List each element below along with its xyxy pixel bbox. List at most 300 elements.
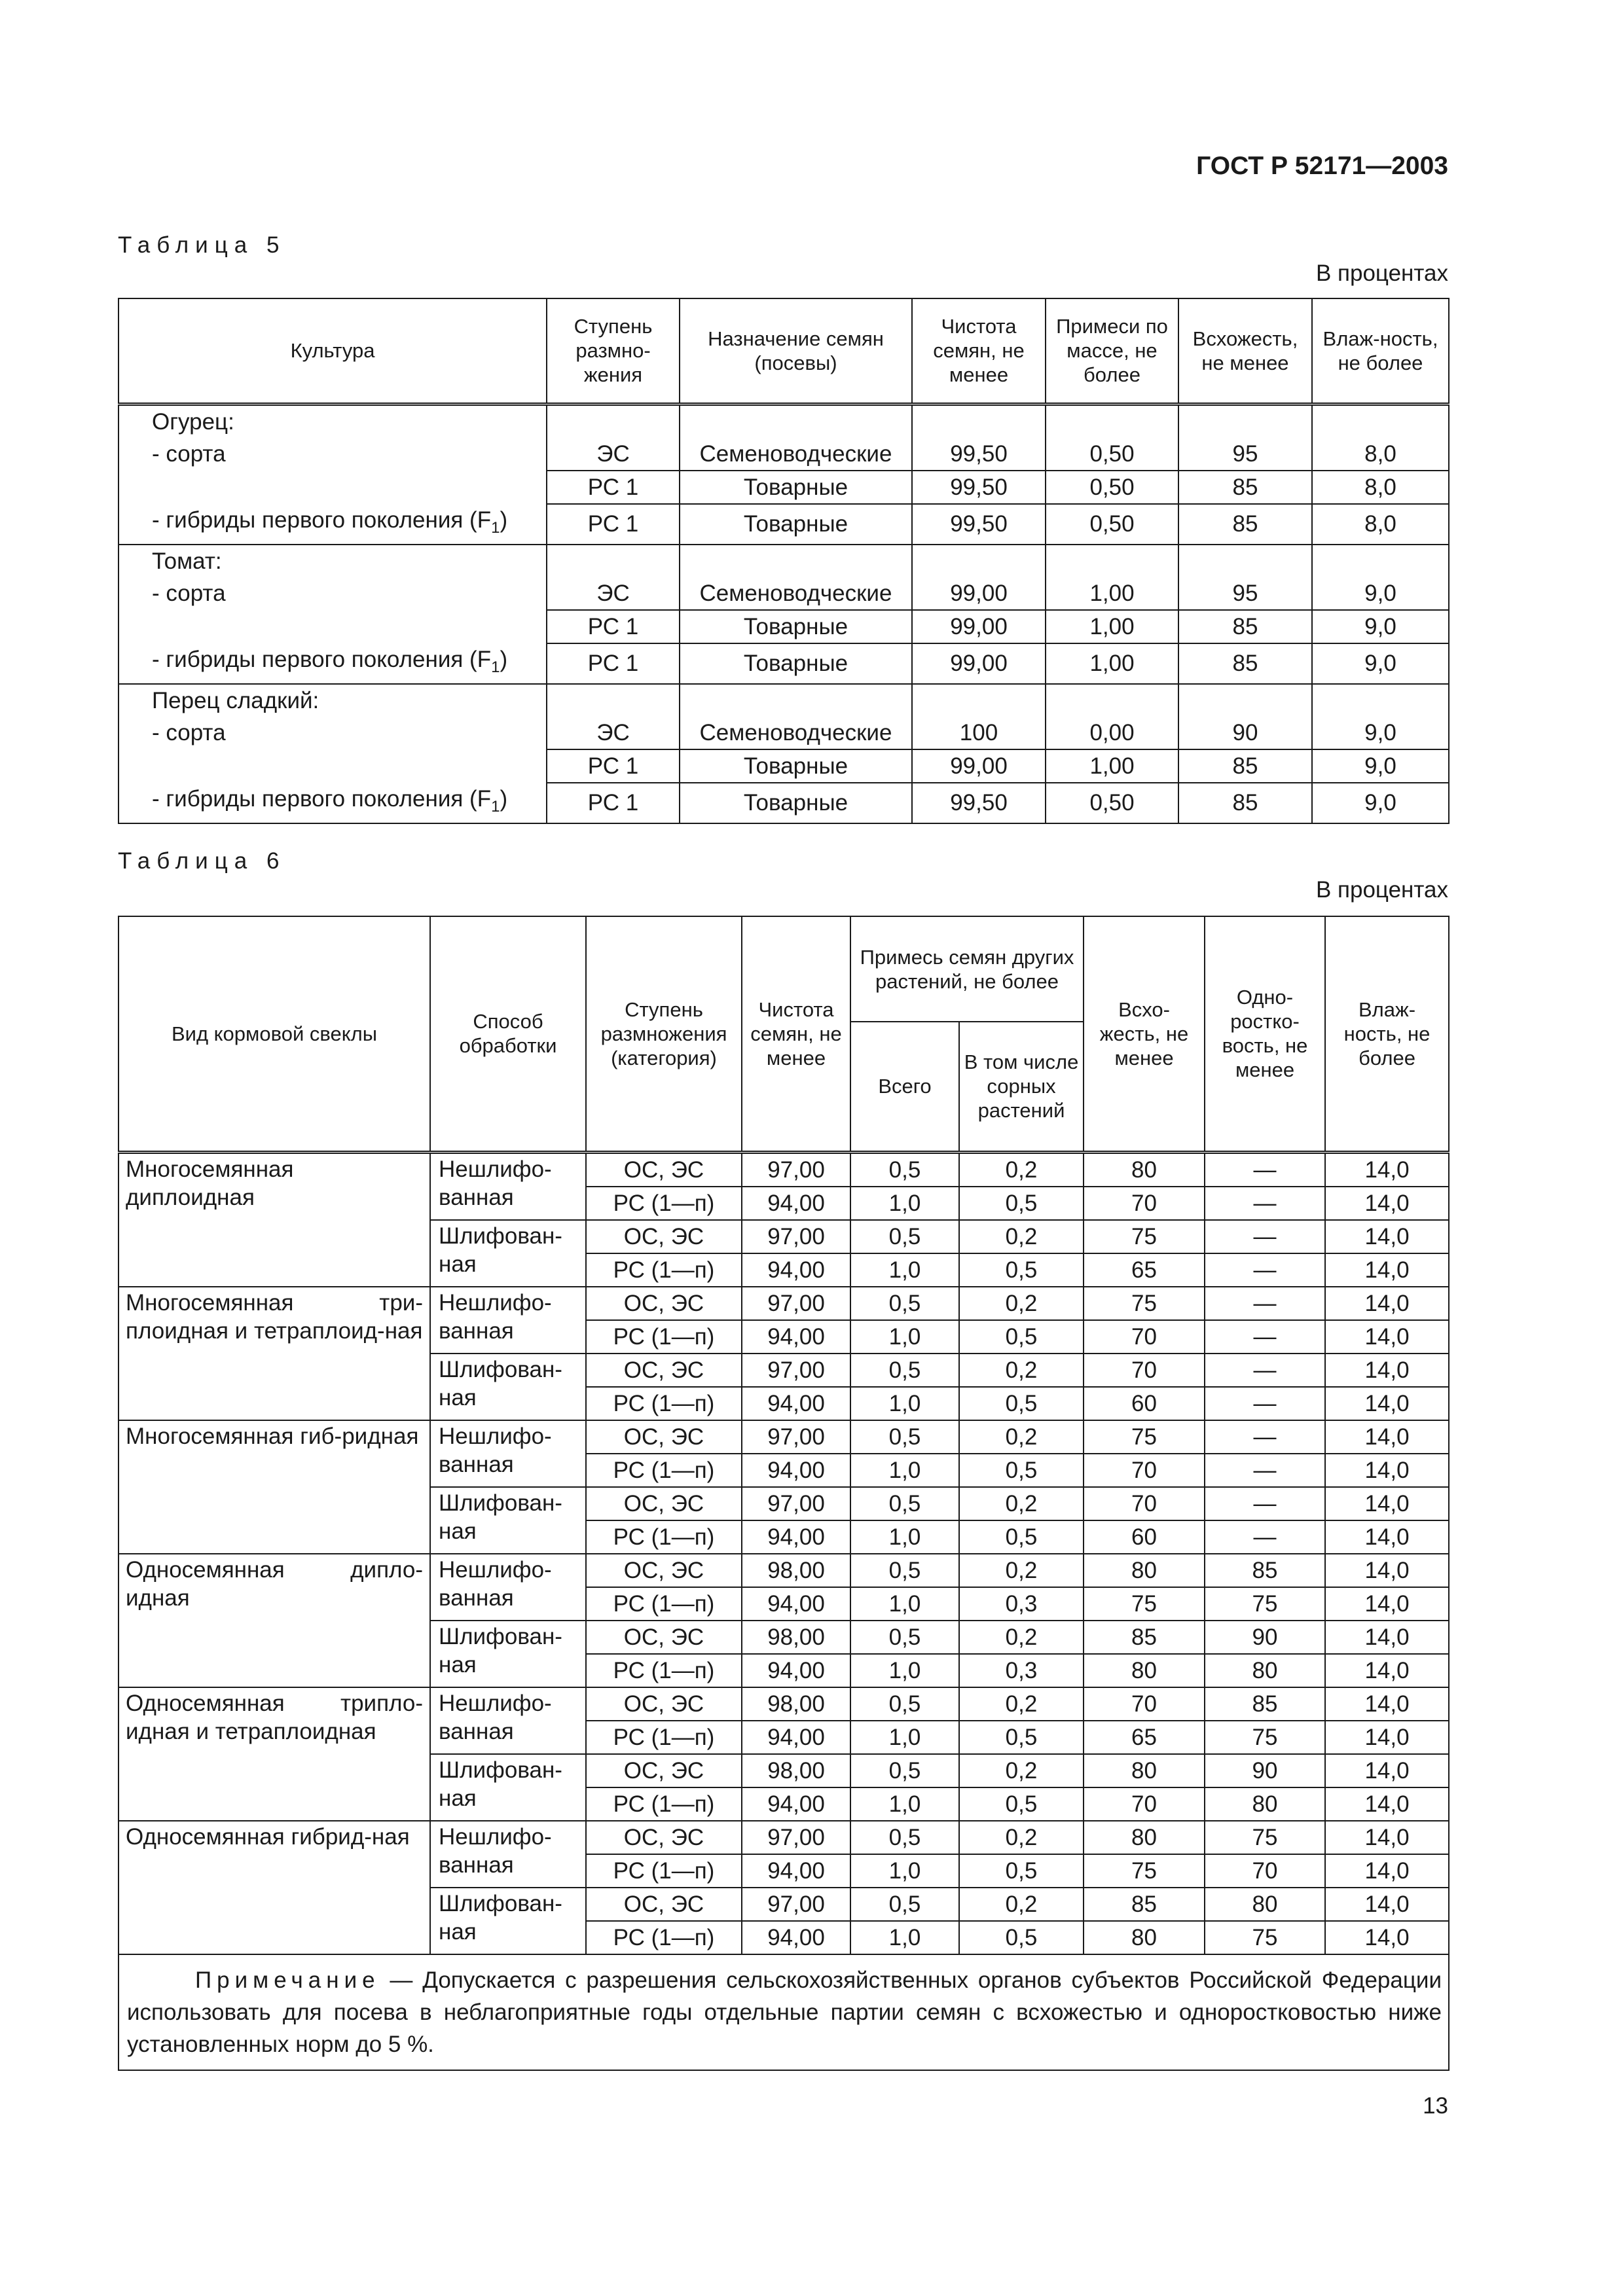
table6-cell: 14,0: [1325, 1253, 1449, 1287]
cell-stage: РС 1: [547, 749, 680, 783]
processing-method: Шлифован-ная: [430, 1621, 586, 1687]
table-row: [119, 504, 1449, 545]
cell-purpose: Товарные: [680, 783, 912, 823]
table6-cell: 0,5: [959, 1787, 1084, 1821]
table6-cell: 14,0: [1325, 1821, 1449, 1854]
table6-cell: 14,0: [1325, 1220, 1449, 1253]
table-row: [119, 643, 1449, 684]
table6-cell: 0,5: [850, 1621, 959, 1654]
table6-cell: ОС, ЭС: [586, 1287, 742, 1320]
table-row: [119, 1687, 1449, 1721]
table6-cell: 0,5: [959, 1921, 1084, 1954]
empty-cell: [1178, 545, 1312, 577]
table6-cell: 14,0: [1325, 1420, 1449, 1454]
table6-cell: —: [1205, 1287, 1325, 1320]
table6-cell: 0,5: [959, 1187, 1084, 1220]
table6-cell: 75: [1205, 1921, 1325, 1954]
table6-cell: 97,00: [742, 1354, 850, 1387]
table-row: [119, 1420, 1449, 1454]
row-label: [119, 577, 547, 610]
table6-cell: 1,0: [850, 1253, 959, 1287]
table6-cell: 0,5: [959, 1253, 1084, 1287]
cell-germination: 90: [1178, 717, 1312, 749]
table6-cell: 80: [1084, 1821, 1205, 1854]
beet-type: Односемянная гибрид-ная: [119, 1821, 430, 1954]
table6-cell: 0,5: [850, 1152, 959, 1187]
cell-purpose: Семеноводческие: [680, 717, 912, 749]
table5-caption: Таблица 5: [118, 232, 286, 258]
crop-name: Огурец:: [119, 404, 547, 438]
table6-cell: 14,0: [1325, 1654, 1449, 1687]
table6-cell: 75: [1084, 1220, 1205, 1253]
cell-moisture: 8,0: [1312, 471, 1449, 504]
table6-cell: 1,0: [850, 1654, 959, 1687]
table-row: [119, 1287, 1449, 1320]
table6-cell: 0,5: [959, 1854, 1084, 1888]
table6-cell: 0,5: [959, 1320, 1084, 1354]
table6-cell: 0,2: [959, 1152, 1084, 1187]
beet-type: Многосемянная гиб-ридная: [119, 1420, 430, 1554]
table6-cell: —: [1205, 1187, 1325, 1220]
empty-cell: [1312, 404, 1449, 438]
beet-type: Многосемянная три-плоидная и тетраплоид-ная: [119, 1287, 430, 1420]
table-row: [119, 577, 1449, 610]
beet-type: Односемянная дипло-идная: [119, 1554, 430, 1687]
table6-cell: 1,0: [850, 1587, 959, 1621]
table6-cell: РС (1—п): [586, 1253, 742, 1287]
table5-header-cell: Чистота семян, не менее: [912, 298, 1046, 404]
table6-cell: 94,00: [742, 1253, 850, 1287]
table6-cell: —: [1205, 1487, 1325, 1520]
cell-impurity: 1,00: [1046, 610, 1178, 643]
table6-cell: 14,0: [1325, 1354, 1449, 1387]
table6-cell: —: [1205, 1454, 1325, 1487]
table6-cell: 0,3: [959, 1654, 1084, 1687]
row-label: [119, 471, 547, 504]
table6: [118, 916, 1450, 2071]
table6-cell: РС (1—п): [586, 1187, 742, 1220]
table6-cell: 0,2: [959, 1354, 1084, 1387]
row-label: [119, 504, 547, 545]
table-row: [119, 438, 1449, 471]
table-row: [119, 1821, 1449, 1854]
table6-note: [119, 1954, 1449, 2070]
table6-header-cell: Влаж-ность, не более: [1325, 916, 1449, 1152]
table6-header-cell: Всего: [850, 1022, 959, 1152]
table6-cell: 97,00: [742, 1420, 850, 1454]
row-label-text: - сорта: [152, 441, 226, 467]
table6-cell: —: [1205, 1354, 1325, 1387]
cell-moisture: 9,0: [1312, 577, 1449, 610]
cell-germination: 85: [1178, 643, 1312, 684]
table6-cell: 14,0: [1325, 1520, 1449, 1554]
cell-moisture: 9,0: [1312, 749, 1449, 783]
table6-cell: 94,00: [742, 1921, 850, 1954]
table6-cell: ОС, ЭС: [586, 1888, 742, 1921]
row-label-text: - гибриды первого поколения (F: [152, 785, 492, 812]
empty-cell: [1046, 545, 1178, 577]
table6-cell: 0,5: [959, 1520, 1084, 1554]
table6-cell: 60: [1084, 1520, 1205, 1554]
row-label: [119, 717, 547, 749]
table6-cell: 94,00: [742, 1454, 850, 1487]
table6-cell: 0,5: [850, 1287, 959, 1320]
cell-impurity: 0,50: [1046, 438, 1178, 471]
table6-cell: РС (1—п): [586, 1854, 742, 1888]
table6-cell: 14,0: [1325, 1621, 1449, 1654]
row-label-subscript: 1: [491, 518, 500, 537]
cell-stage: РС 1: [547, 610, 680, 643]
table6-cell: 0,5: [850, 1554, 959, 1587]
table6-cell: 1,0: [850, 1721, 959, 1754]
table5: [118, 298, 1450, 824]
table6-cell: 90: [1205, 1754, 1325, 1787]
table6-cell: 0,2: [959, 1487, 1084, 1520]
table6-cell: 0,2: [959, 1687, 1084, 1721]
cell-stage: ЭС: [547, 717, 680, 749]
table6-cell: 70: [1084, 1187, 1205, 1220]
table6-cell: 70: [1084, 1787, 1205, 1821]
table5-header-cell: Ступень размно-жения: [547, 298, 680, 404]
table-row: [119, 1152, 1449, 1187]
row-label-close: ): [500, 646, 508, 672]
table5-group-row: [119, 404, 1449, 438]
table-row: [119, 471, 1449, 504]
table6-cell: 75: [1205, 1587, 1325, 1621]
table6-cell: 1,0: [850, 1787, 959, 1821]
table6-cell: 85: [1205, 1687, 1325, 1721]
table6-cell: 70: [1084, 1354, 1205, 1387]
empty-cell: [912, 404, 1046, 438]
row-label: [119, 643, 547, 684]
table6-cell: 75: [1084, 1587, 1205, 1621]
cell-purity: 99,00: [912, 610, 1046, 643]
table6-cell: 0,3: [959, 1587, 1084, 1621]
cell-germination: 95: [1178, 438, 1312, 471]
empty-cell: [1178, 684, 1312, 717]
empty-cell: [547, 404, 680, 438]
table6-cell: РС (1—п): [586, 1721, 742, 1754]
table6-header-cell: В том числе сорных растений: [959, 1022, 1084, 1152]
cell-purity: 100: [912, 717, 1046, 749]
table6-cell: ОС, ЭС: [586, 1354, 742, 1387]
processing-method: Шлифован-ная: [430, 1888, 586, 1954]
cell-purity: 99,00: [912, 749, 1046, 783]
processing-method: Шлифован-ная: [430, 1754, 586, 1821]
table6-cell: —: [1205, 1152, 1325, 1187]
table6-cell: ОС, ЭС: [586, 1487, 742, 1520]
table5-header-cell: Всхожесть, не менее: [1178, 298, 1312, 404]
row-label: [119, 783, 547, 823]
cell-germination: 95: [1178, 577, 1312, 610]
table6-cell: 0,2: [959, 1420, 1084, 1454]
table6-cell: 0,2: [959, 1554, 1084, 1587]
table6-cell: 80: [1084, 1152, 1205, 1187]
empty-cell: [912, 545, 1046, 577]
cell-impurity: 1,00: [1046, 577, 1178, 610]
table6-cell: РС (1—п): [586, 1921, 742, 1954]
table5-header-cell: Культура: [119, 298, 547, 404]
table6-cell: ОС, ЭС: [586, 1220, 742, 1253]
table6-cell: 0,5: [850, 1754, 959, 1787]
cell-purity: 99,00: [912, 643, 1046, 684]
table6-cell: 0,5: [850, 1888, 959, 1921]
table6-cell: 1,0: [850, 1387, 959, 1420]
table6-cell: 1,0: [850, 1320, 959, 1354]
table5-header-cell: Влаж-ность, не более: [1312, 298, 1449, 404]
table5-group-row: [119, 684, 1449, 717]
table6-header-cell: Ступень размножения (категория): [586, 916, 742, 1152]
table6-cell: РС (1—п): [586, 1587, 742, 1621]
table6-cell: 80: [1084, 1754, 1205, 1787]
table6-cell: РС (1—п): [586, 1654, 742, 1687]
cell-purity: 99,00: [912, 577, 1046, 610]
table-row: [119, 717, 1449, 749]
empty-cell: [547, 545, 680, 577]
table6-cell: 0,5: [850, 1487, 959, 1520]
table6-cell: 80: [1205, 1787, 1325, 1821]
table6-cell: 0,5: [850, 1420, 959, 1454]
table6-cell: 1,0: [850, 1187, 959, 1220]
table6-cell: 94,00: [742, 1320, 850, 1354]
cell-moisture: 9,0: [1312, 717, 1449, 749]
table6-cell: ОС, ЭС: [586, 1687, 742, 1721]
table6-cell: 94,00: [742, 1654, 850, 1687]
cell-germination: 85: [1178, 471, 1312, 504]
table-row: [119, 749, 1449, 783]
cell-purpose: Товарные: [680, 749, 912, 783]
table6-cell: 1,0: [850, 1854, 959, 1888]
row-label-text: - гибриды первого поколения (F: [152, 646, 492, 672]
table6-header-cell: Способ обработки: [430, 916, 586, 1152]
table6-cell: 14,0: [1325, 1554, 1449, 1587]
row-label: [119, 438, 547, 471]
table6-cell: 75: [1084, 1287, 1205, 1320]
row-label: [119, 610, 547, 643]
table6-cell: 14,0: [1325, 1854, 1449, 1888]
table6-cell: 14,0: [1325, 1454, 1449, 1487]
table5-header-cell: Примеси по массе, не более: [1046, 298, 1178, 404]
row-label-close: ): [500, 507, 508, 533]
table6-cell: 14,0: [1325, 1287, 1449, 1320]
table6-cell: 98,00: [742, 1754, 850, 1787]
table6-cell: 97,00: [742, 1287, 850, 1320]
table6-cell: ОС, ЭС: [586, 1152, 742, 1187]
table6-cell: 90: [1205, 1621, 1325, 1654]
table5-header-cell: Назначение семян (посевы): [680, 298, 912, 404]
table6-cell: 0,2: [959, 1888, 1084, 1921]
table6-cell: ОС, ЭС: [586, 1554, 742, 1587]
table6-cell: 14,0: [1325, 1721, 1449, 1754]
table5-group-row: [119, 545, 1449, 577]
table5-units: В процентах: [1315, 260, 1448, 286]
table6-cell: 75: [1084, 1420, 1205, 1454]
table6-cell: —: [1205, 1520, 1325, 1554]
crop-name: Перец сладкий:: [119, 684, 547, 717]
table6-header-cell: Всхо-жесть, не менее: [1084, 916, 1205, 1152]
table6-cell: РС (1—п): [586, 1787, 742, 1821]
table6-cell: 85: [1084, 1621, 1205, 1654]
table6-cell: 0,2: [959, 1621, 1084, 1654]
table6-header-cell: Примесь семян других растений, не более: [850, 916, 1084, 1022]
table6-cell: ОС, ЭС: [586, 1754, 742, 1787]
table6-cell: 80: [1084, 1554, 1205, 1587]
table6-cell: 0,5: [959, 1721, 1084, 1754]
table6-cell: 94,00: [742, 1187, 850, 1220]
cell-purity: 99,50: [912, 438, 1046, 471]
processing-method: Нешлифо-ванная: [430, 1287, 586, 1354]
empty-cell: [912, 684, 1046, 717]
cell-stage: ЭС: [547, 577, 680, 610]
cell-germination: 85: [1178, 504, 1312, 545]
table6-cell: 97,00: [742, 1821, 850, 1854]
table6-caption: Таблица 6: [118, 848, 286, 874]
cell-germination: 85: [1178, 783, 1312, 823]
table6-cell: РС (1—п): [586, 1320, 742, 1354]
empty-cell: [1046, 684, 1178, 717]
table6-cell: 0,2: [959, 1821, 1084, 1854]
table6-cell: 0,5: [959, 1454, 1084, 1487]
cell-germination: 85: [1178, 749, 1312, 783]
table6-cell: 65: [1084, 1253, 1205, 1287]
table6-cell: —: [1205, 1220, 1325, 1253]
beet-type: Многосемянная диплоидная: [119, 1152, 430, 1287]
beet-type: Односемянная трипло-идная и тетраплоидная: [119, 1687, 430, 1821]
table6-cell: 75: [1205, 1821, 1325, 1854]
cell-impurity: 0,50: [1046, 504, 1178, 545]
cell-moisture: 9,0: [1312, 610, 1449, 643]
empty-cell: [680, 545, 912, 577]
table6-header-cell: Вид кормовой свеклы: [119, 916, 430, 1152]
table6-cell: 1,0: [850, 1454, 959, 1487]
empty-cell: [1046, 404, 1178, 438]
table6-cell: РС (1—п): [586, 1387, 742, 1420]
cell-moisture: 8,0: [1312, 504, 1449, 545]
cell-stage: ЭС: [547, 438, 680, 471]
empty-cell: [547, 684, 680, 717]
table6-cell: 0,5: [959, 1387, 1084, 1420]
row-label-text: - сорта: [152, 581, 226, 606]
table6-cell: —: [1205, 1420, 1325, 1454]
empty-cell: [1312, 684, 1449, 717]
table6-cell: 0,2: [959, 1287, 1084, 1320]
table6-cell: 94,00: [742, 1787, 850, 1821]
row-label-text: - сорта: [152, 720, 226, 745]
table6-body: [119, 1152, 1449, 1954]
cell-impurity: 1,00: [1046, 749, 1178, 783]
cell-impurity: 0,50: [1046, 471, 1178, 504]
table6-cell: 94,00: [742, 1854, 850, 1888]
table6-cell: 85: [1205, 1554, 1325, 1587]
table6-cell: 14,0: [1325, 1888, 1449, 1921]
table6-cell: 75: [1205, 1721, 1325, 1754]
table6-cell: 80: [1084, 1654, 1205, 1687]
empty-cell: [1178, 404, 1312, 438]
cell-purpose: Товарные: [680, 610, 912, 643]
table6-cell: 94,00: [742, 1587, 850, 1621]
table6-cell: 14,0: [1325, 1921, 1449, 1954]
table6-cell: ОС, ЭС: [586, 1621, 742, 1654]
processing-method: Нешлифо-ванная: [430, 1152, 586, 1220]
table6-cell: 94,00: [742, 1721, 850, 1754]
table6-cell: 14,0: [1325, 1152, 1449, 1187]
processing-method: Шлифован-ная: [430, 1220, 586, 1287]
cell-stage: РС 1: [547, 783, 680, 823]
table6-cell: 1,0: [850, 1520, 959, 1554]
cell-purpose: Товарные: [680, 471, 912, 504]
table6-cell: 14,0: [1325, 1687, 1449, 1721]
table6-units: В процентах: [1315, 877, 1448, 903]
cell-impurity: 0,00: [1046, 717, 1178, 749]
row-label-text: - гибриды первого поколения (F: [152, 507, 492, 533]
table6-cell: 70: [1084, 1687, 1205, 1721]
table6-cell: 85: [1084, 1888, 1205, 1921]
table6-cell: 98,00: [742, 1687, 850, 1721]
table6-cell: 65: [1084, 1721, 1205, 1754]
crop-name: Томат:: [119, 545, 547, 577]
table6-cell: 97,00: [742, 1888, 850, 1921]
table6-cell: 94,00: [742, 1520, 850, 1554]
cell-stage: РС 1: [547, 643, 680, 684]
table6-cell: 0,5: [850, 1687, 959, 1721]
row-label: [119, 749, 547, 783]
page-number: 13: [1423, 2093, 1448, 2119]
table6-cell: 0,2: [959, 1754, 1084, 1787]
cell-purpose: Товарные: [680, 504, 912, 545]
table6-cell: 0,5: [850, 1220, 959, 1253]
cell-purity: 99,50: [912, 783, 1046, 823]
cell-moisture: 9,0: [1312, 643, 1449, 684]
cell-impurity: 1,00: [1046, 643, 1178, 684]
table6-cell: РС (1—п): [586, 1454, 742, 1487]
table6-cell: 70: [1084, 1454, 1205, 1487]
row-label-subscript: 1: [491, 797, 500, 816]
empty-cell: [680, 684, 912, 717]
table6-cell: 80: [1205, 1888, 1325, 1921]
table6-cell: 80: [1084, 1921, 1205, 1954]
table6-cell: —: [1205, 1253, 1325, 1287]
cell-stage: РС 1: [547, 471, 680, 504]
processing-method: Нешлифо-ванная: [430, 1420, 586, 1487]
cell-moisture: 8,0: [1312, 438, 1449, 471]
table5-body: [119, 404, 1449, 823]
table6-cell: 70: [1084, 1320, 1205, 1354]
table6-cell: 97,00: [742, 1220, 850, 1253]
table6-cell: 80: [1205, 1654, 1325, 1687]
table6-cell: 98,00: [742, 1621, 850, 1654]
cell-impurity: 0,50: [1046, 783, 1178, 823]
table6-cell: 0,5: [850, 1354, 959, 1387]
table6-cell: ОС, ЭС: [586, 1821, 742, 1854]
cell-moisture: 9,0: [1312, 783, 1449, 823]
processing-method: Нешлифо-ванная: [430, 1687, 586, 1754]
table6-cell: 97,00: [742, 1152, 850, 1187]
cell-germination: 85: [1178, 610, 1312, 643]
empty-cell: [1312, 545, 1449, 577]
table6-cell: 14,0: [1325, 1487, 1449, 1520]
table-row: [119, 783, 1449, 823]
table6-cell: 14,0: [1325, 1320, 1449, 1354]
table6-header-cell: Одно-ростко-вость, не менее: [1205, 916, 1325, 1152]
table6-cell: 14,0: [1325, 1387, 1449, 1420]
processing-method: Шлифован-ная: [430, 1354, 586, 1420]
table6-cell: 75: [1084, 1854, 1205, 1888]
table6-cell: 14,0: [1325, 1587, 1449, 1621]
table6-cell: 60: [1084, 1387, 1205, 1420]
table6-cell: 14,0: [1325, 1754, 1449, 1787]
note-text: — Допускается с разрешения сельскохозяйственных органов субъектов Российской Федерации использовать для посева в неблагоприятные годы отдельные партии семян с всхожестью и одноростковостью ниже установленных норм до 5 %.: [127, 1967, 1442, 2057]
table6-cell: 94,00: [742, 1387, 850, 1420]
